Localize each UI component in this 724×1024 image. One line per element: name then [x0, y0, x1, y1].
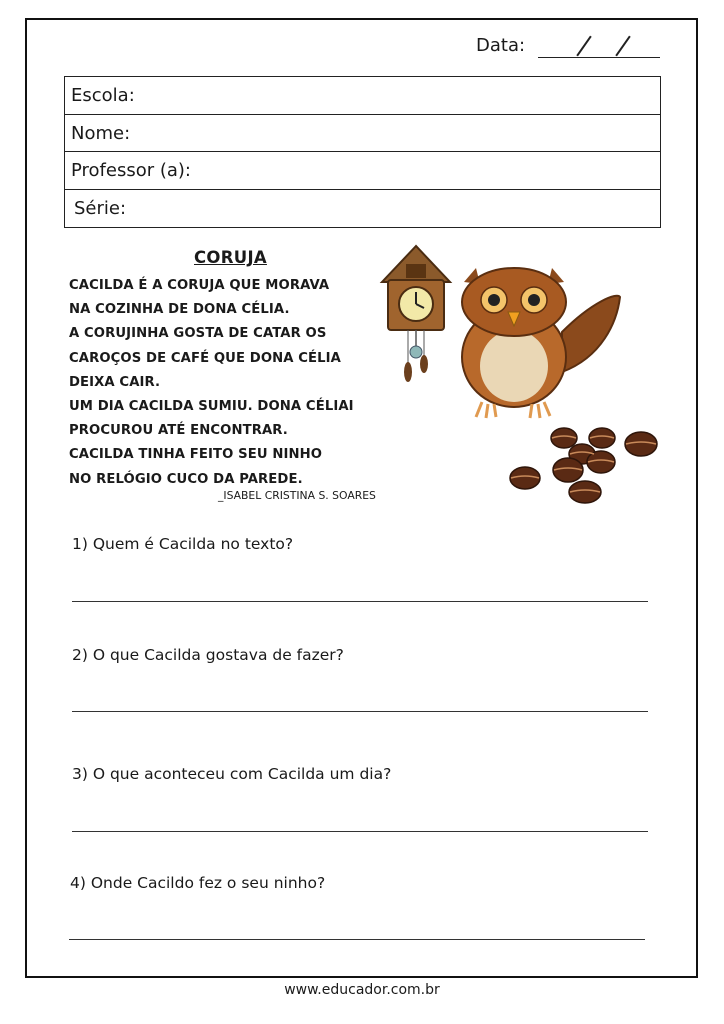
coffee-beans-icon	[508, 424, 664, 508]
date-field[interactable]	[538, 57, 660, 58]
name-label: Nome:	[71, 122, 131, 144]
story-text	[69, 276, 389, 494]
story-line: CACILDA É A CORUJA QUE MORAVA	[69, 278, 330, 293]
school-field[interactable]	[65, 77, 660, 115]
student-info-table	[64, 76, 661, 228]
teacher-label: Professor (a):	[71, 160, 191, 181]
question-1: 1) Quem é Cacilda no texto?	[72, 535, 294, 553]
story-line: NA COZINHA DE DONA CÉLIA.	[69, 302, 290, 318]
answer-line-4[interactable]	[69, 939, 645, 940]
answer-line-2[interactable]	[72, 711, 648, 712]
grade-field[interactable]	[65, 190, 660, 228]
teacher-field[interactable]	[65, 152, 660, 190]
story-title: CORUJA	[194, 248, 267, 267]
story-line: CAROÇOS DE CAFÉ QUE DONA CÉLIA	[69, 350, 341, 366]
story-line: NO RELÓGIO CUCO DA PAREDE.	[69, 471, 303, 487]
question-3: 3) O que aconteceu com Cacilda um dia?	[72, 765, 392, 783]
name-field[interactable]	[65, 115, 660, 153]
date-label: Data:	[476, 35, 526, 56]
owl-icon	[452, 262, 624, 424]
question-2: 2) O que Cacilda gostava de fazer?	[72, 646, 344, 664]
answer-line-3[interactable]	[72, 831, 648, 832]
story-line: UM DIA CACILDA SUMIU. DONA CÉLIAI	[69, 398, 354, 414]
question-4: 4) Onde Cacildo fez o seu ninho?	[70, 874, 326, 892]
answer-line-1[interactable]	[72, 601, 648, 602]
footer-website[interactable]: www.educador.com.br	[284, 982, 440, 998]
cuckoo-clock-icon	[380, 244, 452, 394]
story-line: PROCUROU ATÉ ENCONTRAR.	[69, 423, 288, 439]
story-line: A CORUJINHA GOSTA DE CATAR OS	[69, 326, 327, 342]
school-label: Escola:	[71, 85, 135, 106]
story-line: CACILDA TINHA FEITO SEU NINHO	[69, 447, 323, 463]
story-author: _ISABEL CRISTINA S. SOARES	[218, 489, 376, 502]
grade-label: Série:	[74, 197, 127, 219]
story-line: DEIXA CAIR.	[69, 374, 161, 390]
